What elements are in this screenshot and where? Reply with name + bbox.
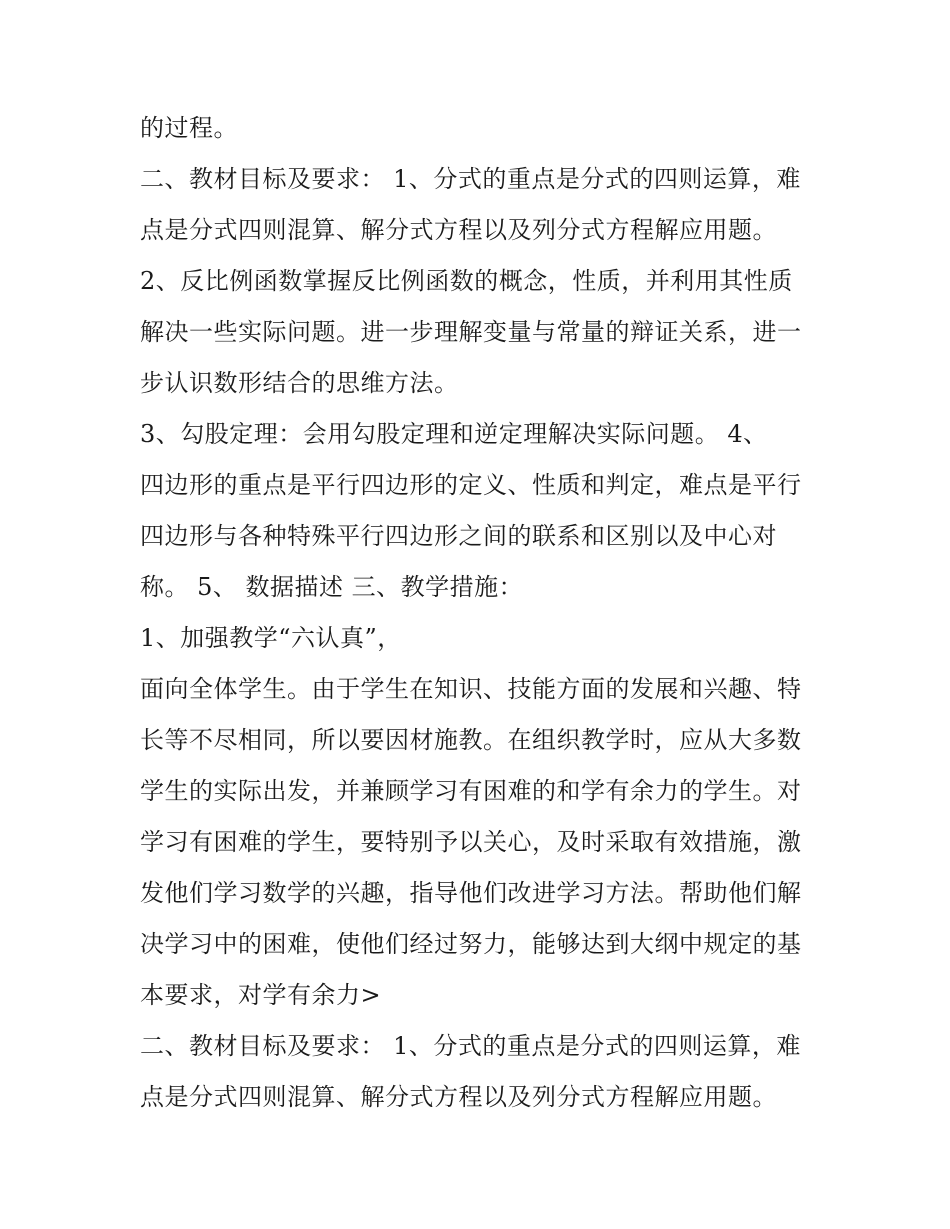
text-line-8: 四边形的重点是平行四边形的定义、性质和判定，难点是平行 xyxy=(140,471,802,499)
text-line-13: 长等不尽相同，所以要因材施教。在组织教学时，应从大多数 xyxy=(140,726,802,754)
text-line-1: 的过程。 xyxy=(140,114,238,142)
text-line-12: 面向全体学生。由于学生在知识、技能方面的发展和兴趣、特 xyxy=(140,675,802,703)
text-line-9: 四边形与各种特殊平行四边形之间的联系和区别以及中心对 xyxy=(140,522,777,550)
text-line-5: 解决一些实际问题。进一步理解变量与常量的辩证关系，进一 xyxy=(140,318,802,346)
text-line-10: 称。 5、 数据描述 三、教学措施： xyxy=(140,573,524,601)
text-line-4: 2、反比例函数掌握反比例函数的概念，性质，并利用其性质 xyxy=(140,267,793,295)
text-line-18: 本要求，对学有余力> xyxy=(140,981,382,1009)
text-line-3: 点是分式四则混算、解分式方程以及列分式方程解应用题。 xyxy=(140,216,777,244)
text-line-15: 学习有困难的学生，要特别予以关心，及时采取有效措施，激 xyxy=(140,828,802,856)
text-line-20: 点是分式四则混算、解分式方程以及列分式方程解应用题。 xyxy=(140,1083,777,1111)
text-line-6: 步认识数形结合的思维方法。 xyxy=(140,369,459,397)
text-line-14: 学生的实际出发，并兼顾学习有困难的和学有余力的学生。对 xyxy=(140,777,802,805)
text-line-7: 3、勾股定理：会用勾股定理和逆定理解决实际问题。 4、 xyxy=(140,420,768,448)
text-line-2: 二、教材目标及要求： 1、分式的重点是分式的四则运算，难 xyxy=(140,165,801,193)
text-line-19: 二、教材目标及要求： 1、分式的重点是分式的四则运算，难 xyxy=(140,1032,801,1060)
text-line-16: 发他们学习数学的兴趣，指导他们改进学习方法。帮助他们解 xyxy=(140,879,802,907)
text-line-11: 1、加强教学“六认真”， xyxy=(140,624,402,652)
text-line-17: 决学习中的困难，使他们经过努力，能够达到大纲中规定的基 xyxy=(140,930,802,958)
